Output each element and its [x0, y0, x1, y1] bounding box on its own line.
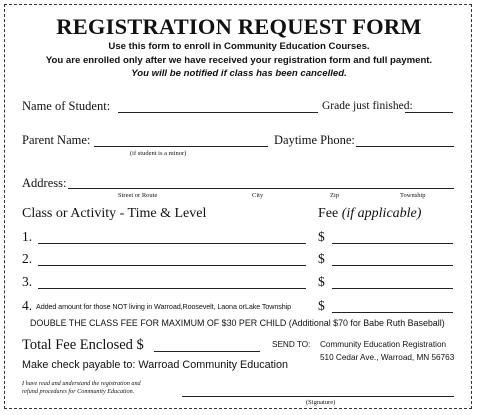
grade-field[interactable]: [405, 112, 453, 113]
fee-currency-1: $: [318, 229, 325, 244]
activity-header: Class or Activity - Time & Level: [22, 206, 207, 221]
address-hint-street: Street or Route: [118, 192, 158, 199]
send-to-label: SEND TO:: [272, 340, 311, 349]
intro-line-2: You are enrolled only after we have received your registration form and full payment.: [45, 55, 433, 66]
intro-line-1: Use this form to enroll in Community Education Courses.: [108, 41, 370, 52]
activity-number-2: 2.: [22, 251, 33, 266]
fee-header-note: (if applicable): [341, 206, 422, 221]
signature-field[interactable]: [182, 396, 454, 397]
parent-hint: (if student is a minor): [130, 150, 187, 157]
address-label: Address:: [22, 176, 67, 190]
intro-line-3: You will be notified if class has been cancelled.: [131, 68, 347, 79]
extra-fee-text: Added amount for those NOT living in Warroad,Roosevelt, Laona orLake Township: [36, 302, 292, 311]
address-hint-zip: Zip: [330, 192, 340, 199]
fee-header-label: Fee: [318, 206, 339, 221]
fee-field-3[interactable]: [332, 288, 453, 289]
fee-field-2[interactable]: [332, 265, 453, 266]
address-hint-township: Township: [400, 192, 426, 199]
form-title: REGISTRATION REQUEST FORM: [56, 14, 422, 39]
total-fee-label: Total Fee Enclosed $: [22, 337, 144, 353]
total-fee-field[interactable]: [154, 351, 260, 352]
fee-header: [318, 206, 421, 222]
extra-number: 4.: [22, 298, 33, 313]
student-name-field[interactable]: [118, 112, 318, 113]
extra-fee-field[interactable]: [332, 312, 453, 313]
send-to-line-2: 510 Cedar Ave., Warroad, MN 56763: [320, 353, 455, 362]
signature-hint: (Signature): [306, 399, 336, 406]
activity-number-3: 3.: [22, 274, 33, 289]
extra-fee-currency: $: [318, 298, 325, 313]
fee-field-1[interactable]: [332, 243, 453, 244]
daytime-phone-label: Daytime Phone:: [274, 133, 355, 147]
grade-label: Grade just finished:: [322, 100, 413, 112]
parent-name-label: Parent Name:: [22, 133, 91, 147]
daytime-phone-field[interactable]: [356, 146, 454, 147]
acknowledgement-line-1: I have read and understand the registration and: [22, 380, 141, 387]
fee-currency-3: $: [318, 274, 325, 289]
send-to-line-1: Community Education Registration: [320, 340, 447, 349]
acknowledgement-line-2: refund procedures for Community Education.: [22, 388, 135, 395]
payable-to: Make check payable to: Warroad Community Education: [22, 359, 289, 371]
address-hint-city: City: [252, 192, 264, 199]
activity-field-3[interactable]: [38, 288, 306, 289]
activity-number-1: 1.: [22, 229, 33, 244]
fee-currency-2: $: [318, 251, 325, 266]
parent-name-field[interactable]: [94, 146, 268, 147]
activity-field-2[interactable]: [38, 265, 306, 266]
student-name-label: Name of Student:: [22, 99, 111, 113]
activity-field-1[interactable]: [38, 243, 306, 244]
double-fee-note: DOUBLE THE CLASS FEE FOR MAXIMUM OF $30 PER CHILD (Additional $70 for Babe Ruth Baseball): [30, 318, 445, 328]
address-field[interactable]: [68, 188, 454, 189]
